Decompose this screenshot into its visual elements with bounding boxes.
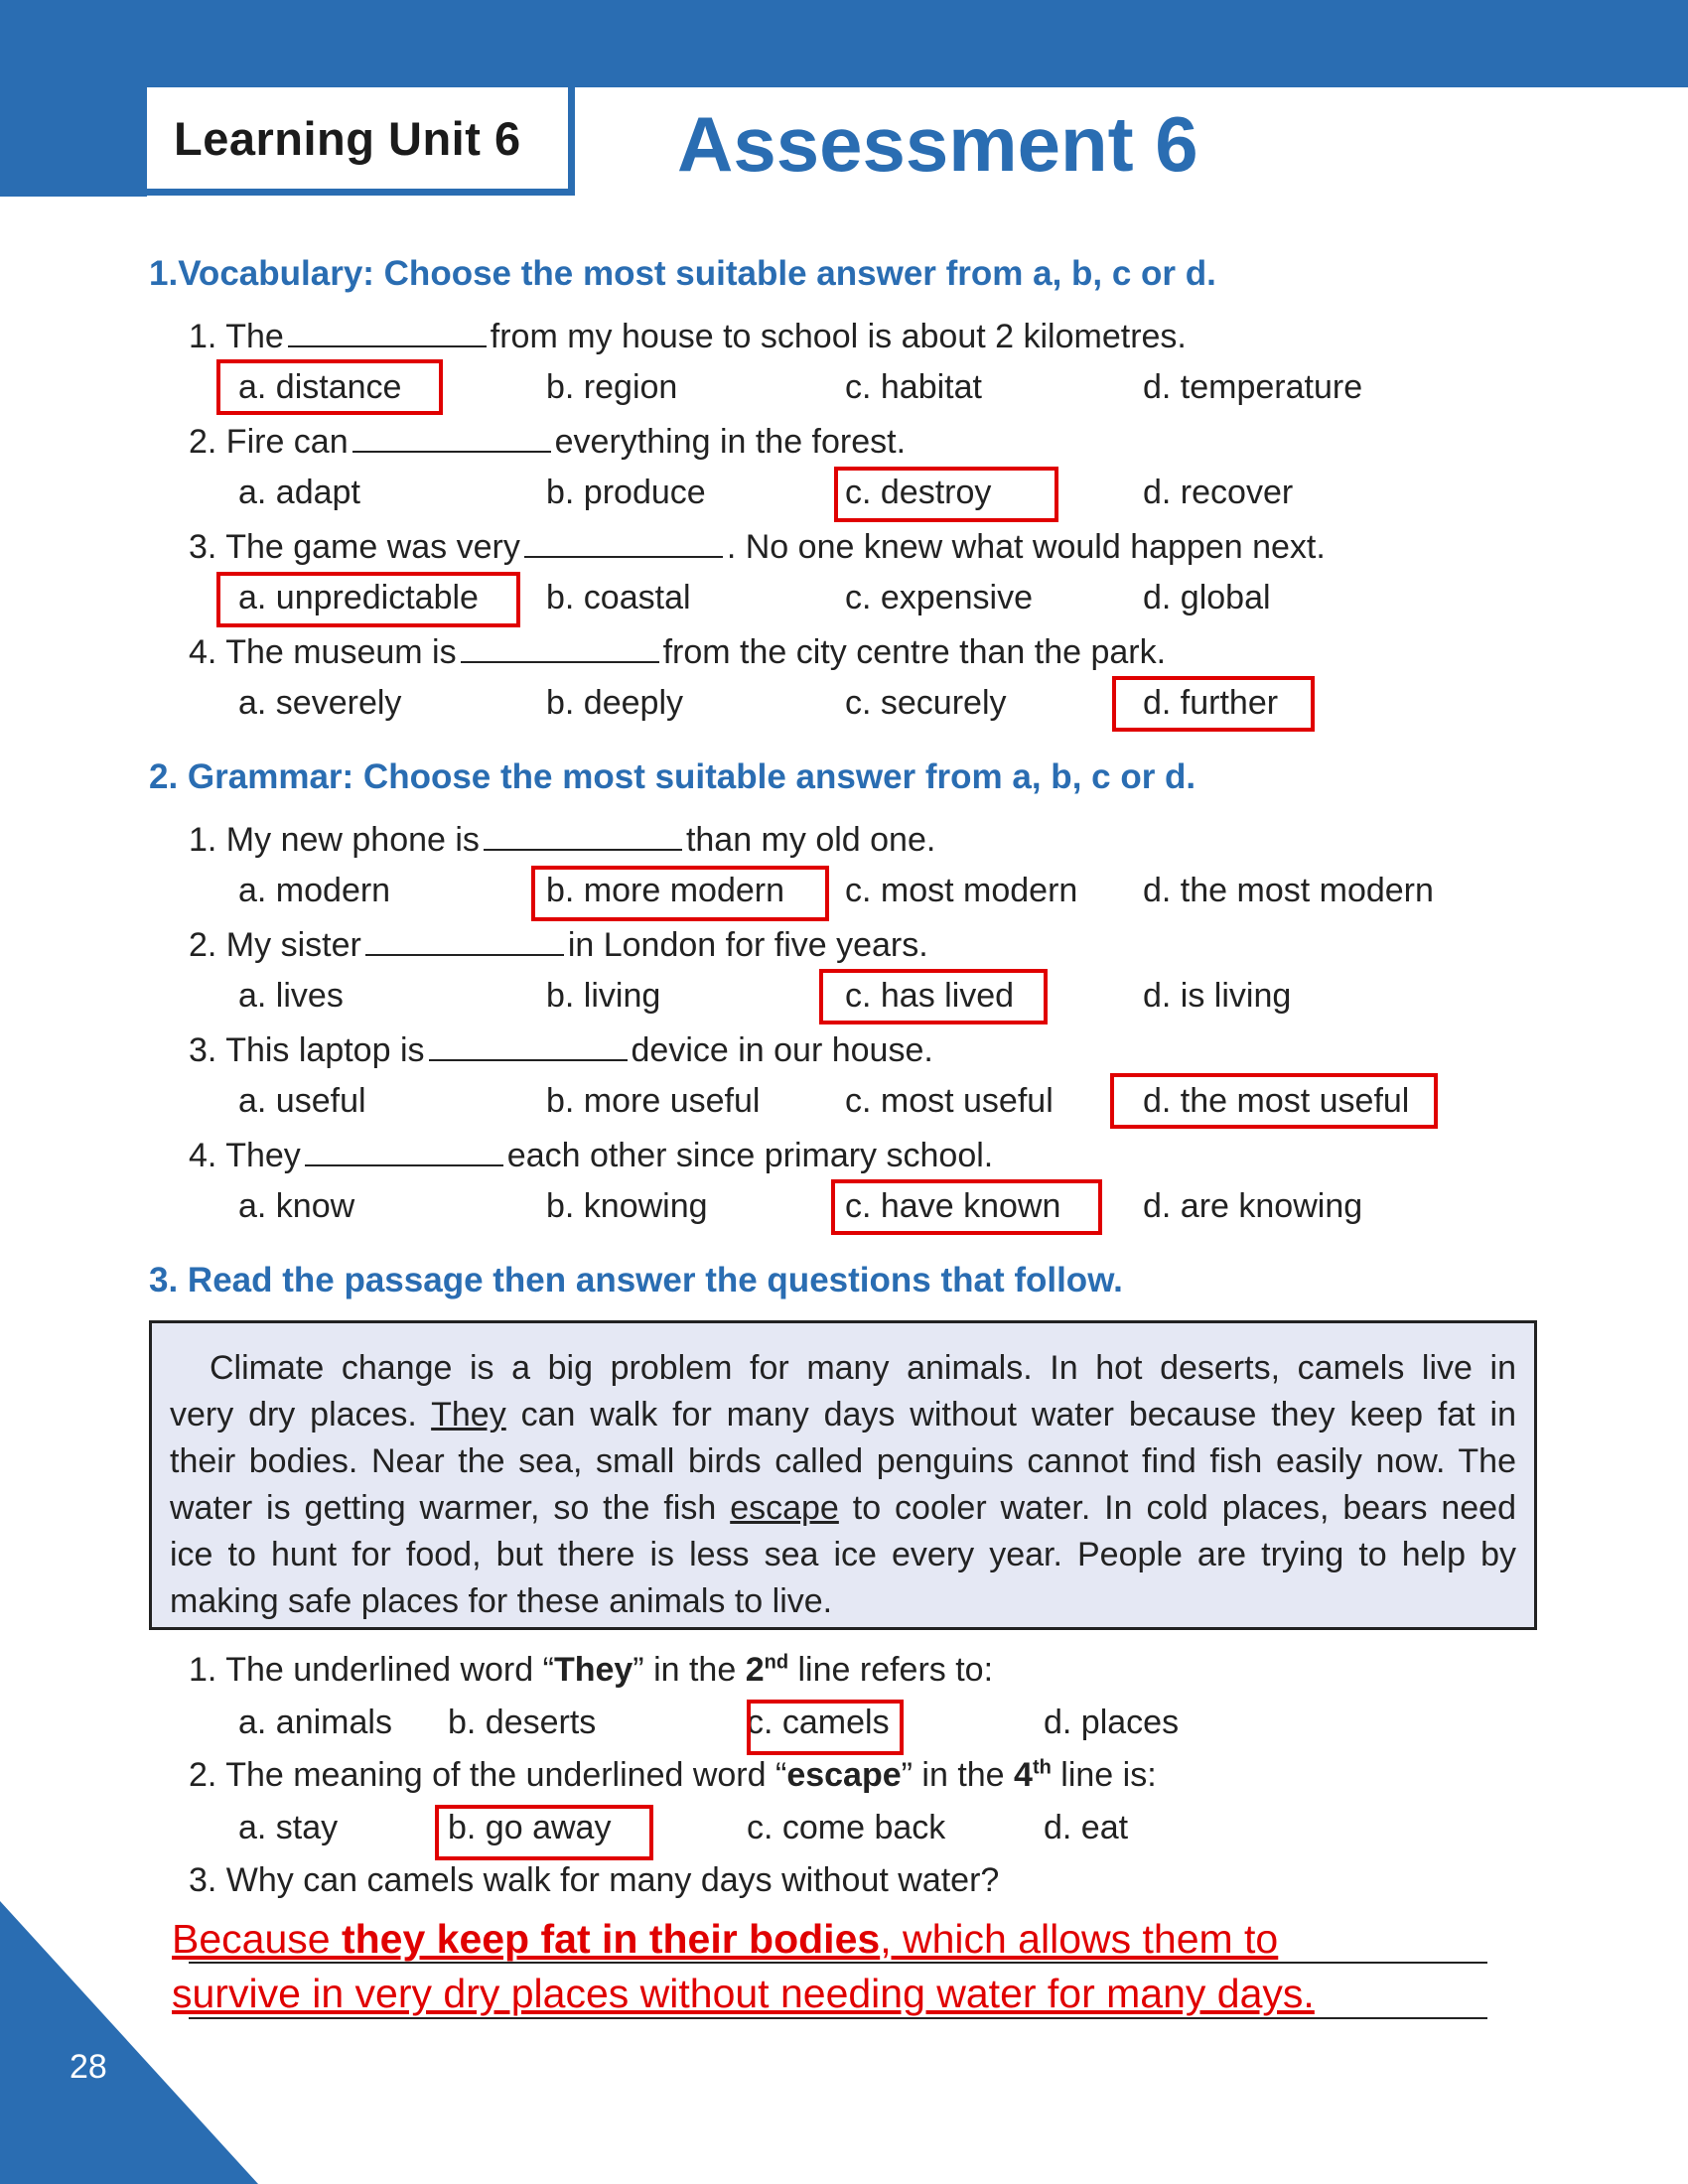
- grammar-question-3: 3. This laptop is device in our house.: [189, 1031, 933, 1069]
- passage-line-6: making safe places for these animals to live.: [170, 1582, 833, 1620]
- reading-question-3: 3. Why can camels walk for many days without water?: [189, 1861, 1000, 1899]
- section-grammar-heading: 2. Grammar: Choose the most suitable answer from a, b, c or d.: [149, 757, 1196, 796]
- answer-mark-grammar-3: [1110, 1073, 1438, 1129]
- passage-line-2: very dry places. They can walk for many days without water because they keep fat in: [170, 1396, 1517, 1433]
- vocab-q4-option-c[interactable]: c. securely: [845, 684, 1007, 722]
- reading-question-2: 2. The meaning of the underlined word “escape” in the 4th line is:: [189, 1756, 1157, 1794]
- grammar-q3-option-c[interactable]: c. most useful: [845, 1082, 1054, 1120]
- grammar-q4-option-a[interactable]: a. know: [238, 1187, 355, 1225]
- vocab-q2-option-d[interactable]: d. recover: [1143, 474, 1294, 511]
- reading-passage: [149, 1320, 1537, 1630]
- vocab-question-3: 3. The game was very . No one knew what would happen next.: [189, 528, 1326, 566]
- reading-q1-option-b[interactable]: b. deserts: [448, 1704, 597, 1741]
- grammar-q1-option-d[interactable]: d. the most modern: [1143, 872, 1434, 909]
- vocab-q1-option-d[interactable]: d. temperature: [1143, 368, 1363, 406]
- vocab-q2-option-a[interactable]: a. adapt: [238, 474, 360, 511]
- reading-q2-option-c[interactable]: c. come back: [747, 1809, 946, 1846]
- grammar-question-1: 1. My new phone is than my old one.: [189, 821, 936, 859]
- grammar-q3-option-d[interactable]: d. the most useful: [1143, 1082, 1410, 1120]
- grammar-q4-option-c[interactable]: c. have known: [845, 1187, 1061, 1225]
- grammar-q1-option-a[interactable]: a. modern: [238, 872, 391, 909]
- vocab-q2-option-b[interactable]: b. produce: [546, 474, 706, 511]
- vocab-question-4: 4. The museum is from the city centre than the park.: [189, 633, 1167, 671]
- page-corner-triangle: [0, 1901, 258, 2184]
- grammar-q4-option-d[interactable]: d. are knowing: [1143, 1187, 1363, 1225]
- vocab-q3-option-a[interactable]: a. unpredictable: [238, 579, 479, 616]
- vocab-q1-option-a[interactable]: a. distance: [238, 368, 402, 406]
- written-answer-line-1: Because they keep fat in their bodies, which allows them to: [172, 1916, 1279, 1962]
- answer-mark-reading-2: [435, 1805, 653, 1860]
- reading-question-1: 1. The underlined word “They” in the 2nd line refers to:: [189, 1651, 994, 1689]
- grammar-question-2: 2. My sister in London for five years.: [189, 926, 928, 964]
- page-title: Assessment 6: [677, 100, 1198, 188]
- grammar-q2-option-b[interactable]: b. living: [546, 977, 661, 1015]
- reading-q1-option-d[interactable]: d. places: [1044, 1704, 1180, 1741]
- answer-mark-vocab-2: [834, 467, 1058, 522]
- underlined-word-they: They: [431, 1396, 506, 1433]
- section-reading-heading: 3. Read the passage then answer the questions that follow.: [149, 1261, 1123, 1299]
- vocab-q1-option-b[interactable]: b. region: [546, 368, 678, 406]
- header-band: [0, 0, 1688, 87]
- grammar-q2-option-d[interactable]: d. is living: [1143, 977, 1292, 1015]
- passage-line-1: Climate change is a big problem for many animals. In hot deserts, camels live in: [210, 1349, 1516, 1387]
- written-answer-line-2: survive in very dry places without needing water for many days.: [172, 1971, 1315, 2016]
- vocab-question-1: 1. The from my house to school is about 2 kilometres.: [189, 318, 1187, 355]
- grammar-question-4: 4. They each other since primary school.: [189, 1137, 994, 1174]
- vocab-question-2: 2. Fire can everything in the forest.: [189, 423, 907, 461]
- grammar-q2-option-a[interactable]: a. lives: [238, 977, 344, 1015]
- passage-line-5: ice to hunt for food, but there is less sea ice every year. People are trying to help by: [170, 1536, 1516, 1573]
- section-vocabulary-heading: 1.Vocabulary: Choose the most suitable answer from a, b, c or d.: [149, 254, 1216, 293]
- vocab-q4-option-a[interactable]: a. severely: [238, 684, 402, 722]
- answer-mark-grammar-1: [531, 866, 829, 921]
- answer-line-2: [189, 2017, 1487, 2019]
- reading-q1-option-c[interactable]: c. camels: [747, 1704, 890, 1741]
- answer-mark-vocab-3: [216, 572, 520, 627]
- grammar-q4-option-b[interactable]: b. knowing: [546, 1187, 708, 1225]
- grammar-q3-option-a[interactable]: a. useful: [238, 1082, 366, 1120]
- vocab-q3-option-d[interactable]: d. global: [1143, 579, 1271, 616]
- vocab-q2-option-c[interactable]: c. destroy: [845, 474, 992, 511]
- grammar-q1-option-b[interactable]: b. more modern: [546, 872, 784, 909]
- grammar-q2-option-c[interactable]: c. has lived: [845, 977, 1015, 1015]
- answer-mark-vocab-4: [1112, 676, 1315, 732]
- reading-q2-option-d[interactable]: d. eat: [1044, 1809, 1129, 1846]
- unit-label: Learning Unit 6: [174, 112, 521, 165]
- grammar-q1-option-c[interactable]: c. most modern: [845, 872, 1078, 909]
- underlined-word-escape: escape: [730, 1489, 839, 1527]
- passage-line-4: water is getting warmer, so the fish escape to cooler water. In cold places, bears need: [170, 1489, 1516, 1527]
- header-side-block: [0, 87, 147, 197]
- answer-mark-reading-1: [747, 1700, 904, 1755]
- reading-q2-option-a[interactable]: a. stay: [238, 1809, 339, 1846]
- page-number: 28: [70, 2048, 107, 2086]
- vocab-q3-option-b[interactable]: b. coastal: [546, 579, 691, 616]
- reading-q1-option-a[interactable]: a. animals: [238, 1704, 392, 1741]
- grammar-q3-option-b[interactable]: b. more useful: [546, 1082, 761, 1120]
- answer-mark-grammar-4: [831, 1179, 1102, 1235]
- vocab-q1-option-c[interactable]: c. habitat: [845, 368, 982, 406]
- vocab-q4-option-b[interactable]: b. deeply: [546, 684, 683, 722]
- passage-line-3: their bodies. Near the sea, small birds called penguins cannot find fish easily now. The: [170, 1442, 1516, 1480]
- vocab-q3-option-c[interactable]: c. expensive: [845, 579, 1033, 616]
- answer-mark-grammar-2: [819, 969, 1048, 1024]
- answer-mark-vocab-1: [216, 359, 443, 415]
- reading-q2-option-b[interactable]: b. go away: [448, 1809, 612, 1846]
- vocab-q4-option-d[interactable]: d. further: [1143, 684, 1279, 722]
